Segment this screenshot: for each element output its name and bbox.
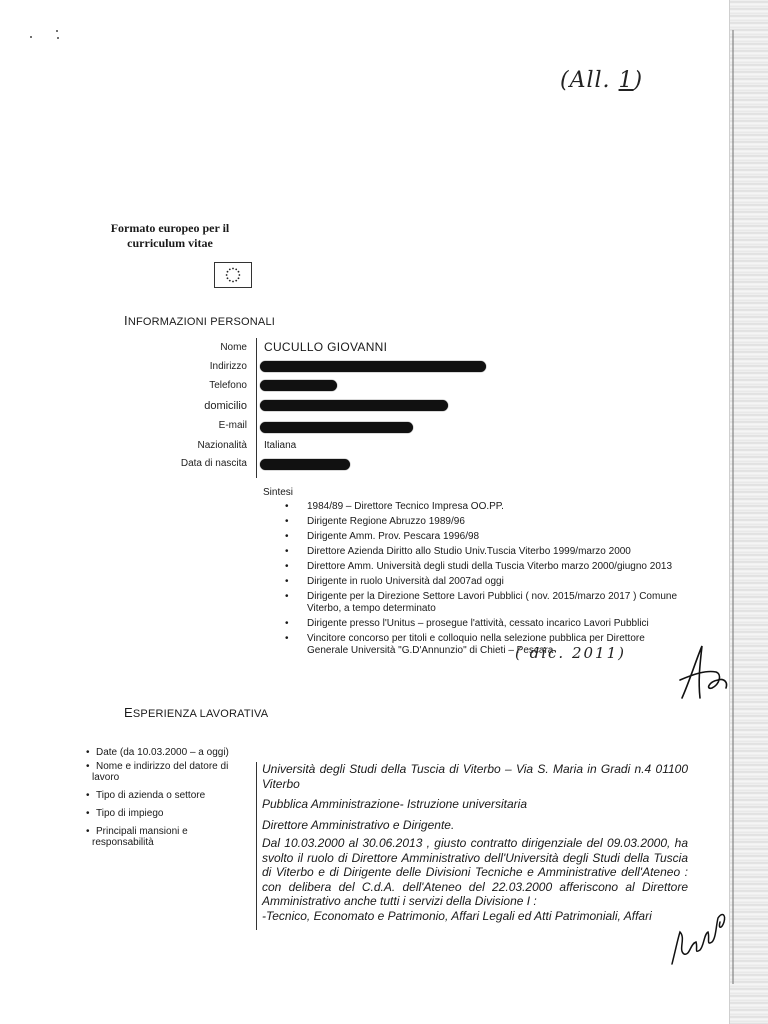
field-label: Telefono bbox=[209, 380, 247, 391]
scan-speck bbox=[56, 30, 58, 32]
attachment-annotation: (All. 1) bbox=[560, 68, 644, 93]
duties-continued: -Tecnico, Economato e Patrimonio, Affari Legali ed Atti Patrimoniali, Affari bbox=[262, 908, 652, 923]
list-item: • Dirigente Regione Abruzzo 1989/96 bbox=[285, 516, 465, 527]
field-label: E-mail bbox=[218, 420, 247, 431]
column-divider bbox=[256, 762, 257, 930]
field-label: Indirizzo bbox=[209, 361, 247, 372]
section-title-personal-info: INFORMAZIONI PERSONALI bbox=[124, 313, 276, 328]
experience-label: • Nome e indirizzo del datore di lavoro bbox=[86, 761, 229, 783]
field-label: Data di nascita bbox=[180, 458, 247, 469]
field-label: domicilio bbox=[204, 400, 247, 412]
duties: Dal 10.03.2000 al 30.06.2013 , giusto contratto dirigenziale del 09.03.2000, ha svolto il ruolo di Direttore Amministrativo dell'Università degli Studi della Tuscia di Viterbo e di Dirigente delle Divisioni Tecniche e Amministrative dell'Ateneo : con delibera del C.d.A. dell'Ateneo del 22.03.2000 afferiscono al Direttore Amministrativo anche tutti i servizi della Divisione I : bbox=[262, 836, 688, 908]
employment-type: Direttore Amministrativo e Dirigente. bbox=[262, 817, 455, 832]
personal-info-row-name bbox=[110, 338, 710, 357]
list-item: • Direttore Azienda Diritto allo Studio Univ.Tuscia Viterbo 1999/marzo 2000 bbox=[285, 546, 631, 557]
personal-info-row-email bbox=[110, 416, 710, 435]
date-annotation: ( dic. 2011) bbox=[515, 644, 626, 662]
employer: Università degli Studi della Tuscia di Viterbo – Via S. Maria in Gradi n.4 01100 Viterbo bbox=[262, 762, 688, 791]
experience-labels bbox=[86, 747, 252, 855]
scan-speck bbox=[57, 37, 59, 39]
personal-info-row-phone bbox=[110, 376, 710, 395]
list-item: • Vincitore concorso per titoli e colloquio nella selezione pubblica per Direttore Generale Università "G.D'Annunzio" di Chieti – Pescara bbox=[285, 633, 645, 656]
section-title-work-experience: ESPERIENZA LAVORATIVA bbox=[124, 705, 269, 720]
redaction-bar bbox=[260, 400, 448, 411]
personal-info-row-birthdate bbox=[110, 454, 710, 473]
scan-speck bbox=[30, 36, 32, 38]
personal-info-row-nationality bbox=[110, 436, 710, 455]
redaction-bar bbox=[260, 361, 486, 372]
field-label: Nazionalità bbox=[197, 440, 247, 451]
field-value: Italiana bbox=[264, 440, 297, 451]
experience-label: • Tipo di impiego bbox=[86, 808, 164, 819]
redaction-bar bbox=[260, 459, 350, 470]
signature bbox=[664, 898, 734, 970]
experience-details bbox=[262, 762, 688, 927]
scan-edge bbox=[729, 0, 768, 1024]
experience-label: • Principali mansioni e responsabilità bbox=[86, 826, 188, 848]
list-item: • Direttore Amm. Università degli studi della Tuscia Viterbo marzo 2000/giugno 2013 bbox=[285, 561, 673, 572]
redaction-bar bbox=[260, 422, 413, 433]
redaction-bar bbox=[260, 380, 337, 391]
experience-label: • Tipo di azienda o settore bbox=[86, 790, 206, 801]
list-item: • 1984/89 – Direttore Tecnico Impresa OO.PP. bbox=[285, 501, 504, 512]
sintesi-list bbox=[285, 501, 685, 660]
list-item: • Dirigente presso l'Unitus – prosegue l'attività, cessato incarico Lavori Pubblici bbox=[285, 618, 649, 629]
initials-signature bbox=[672, 640, 732, 704]
list-item: • Dirigente Amm. Prov. Pescara 1996/98 bbox=[285, 531, 480, 542]
list-item: • Dirigente in ruolo Università dal 2007ad oggi bbox=[285, 576, 504, 587]
cv-format-title: Formato europeo per il curriculum vitae bbox=[110, 221, 230, 250]
sector: Pubblica Amministrazione- Istruzione universitaria bbox=[262, 797, 527, 811]
eu-flag-icon bbox=[214, 262, 252, 288]
sintesi-label: Sintesi bbox=[263, 487, 294, 498]
personal-info-row-domicile bbox=[110, 396, 710, 415]
field-value: CUCULLO GIOVANNI bbox=[264, 340, 388, 354]
experience-label: • Date (da 10.03.2000 – a oggi) bbox=[86, 747, 229, 758]
field-label: Nome bbox=[220, 342, 247, 353]
personal-info-row-address bbox=[110, 357, 710, 376]
list-item: • Dirigente per la Direzione Settore Lavori Pubblici ( nov. 2015/marzo 2017 ) Comune Viterbo, a tempo determinato bbox=[285, 591, 678, 614]
